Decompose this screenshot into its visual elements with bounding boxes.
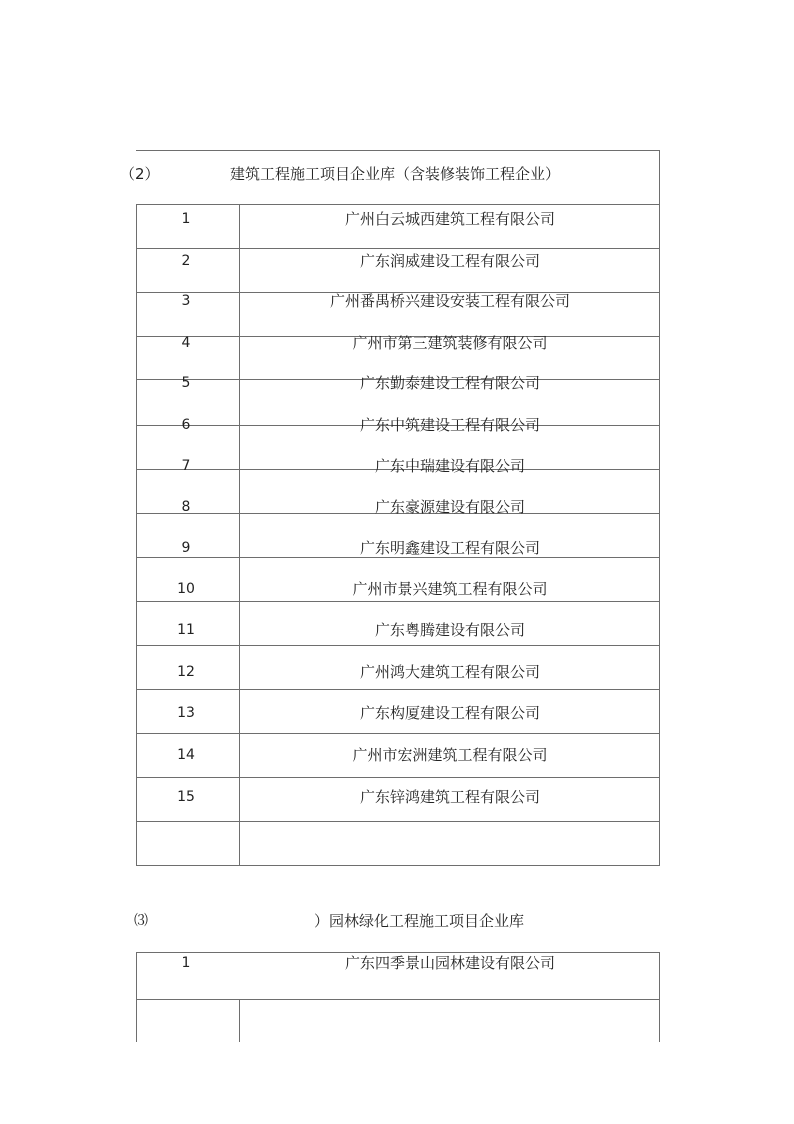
company-name: 广州市第三建筑装修有限公司 [352, 334, 548, 352]
company-name: 广州市宏洲建筑工程有限公司 [352, 746, 548, 764]
section-2-number: （2） [120, 165, 160, 183]
section-2-title: 建筑工程施工项目企业库（含装修装饰工程企业） [230, 165, 561, 183]
row-number: 5 [181, 375, 191, 391]
company-name: 广东锌鸿建筑工程有限公司 [359, 788, 540, 806]
company-name: 广东润威建设工程有限公司 [359, 252, 540, 270]
company-name: 广东中筑建设工程有限公司 [359, 416, 540, 434]
section-3-number: ⑶ [134, 913, 148, 929]
row-number: 1 [181, 211, 191, 227]
section-3-title: ）园林绿化工程施工项目企业库 [314, 912, 525, 930]
row-number: 2 [181, 253, 191, 269]
company-name: 广东粤腾建设有限公司 [374, 621, 525, 639]
row-number: 6 [181, 417, 191, 433]
row-number: 12 [177, 664, 195, 680]
company-name: 广东构厦建设工程有限公司 [359, 704, 540, 722]
row-number: 9 [181, 540, 191, 556]
company-name: 广东四季景山园林建设有限公司 [344, 954, 555, 972]
row-number: 10 [177, 581, 195, 597]
row-number: 3 [181, 293, 191, 309]
row-number: 15 [177, 789, 195, 805]
row-number: 11 [177, 622, 195, 638]
company-name: 广东豪源建设有限公司 [374, 498, 525, 516]
row-number: 7 [181, 458, 191, 474]
row-number: 4 [181, 335, 191, 351]
row-number: 14 [177, 747, 195, 763]
company-name: 广东勤泰建设工程有限公司 [359, 374, 540, 392]
company-name: 广州番禺桥兴建设安装工程有限公司 [329, 292, 570, 310]
company-name: 广东明鑫建设工程有限公司 [359, 539, 540, 557]
company-name: 广东中瑞建设有限公司 [374, 457, 525, 475]
row-number: 13 [177, 705, 195, 721]
row-number: 8 [181, 499, 191, 515]
row-number: 1 [181, 955, 191, 971]
company-name: 广州白云城西建筑工程有限公司 [344, 210, 555, 228]
company-name: 广州鸿大建筑工程有限公司 [359, 663, 540, 681]
company-name: 广州市景兴建筑工程有限公司 [352, 580, 548, 598]
